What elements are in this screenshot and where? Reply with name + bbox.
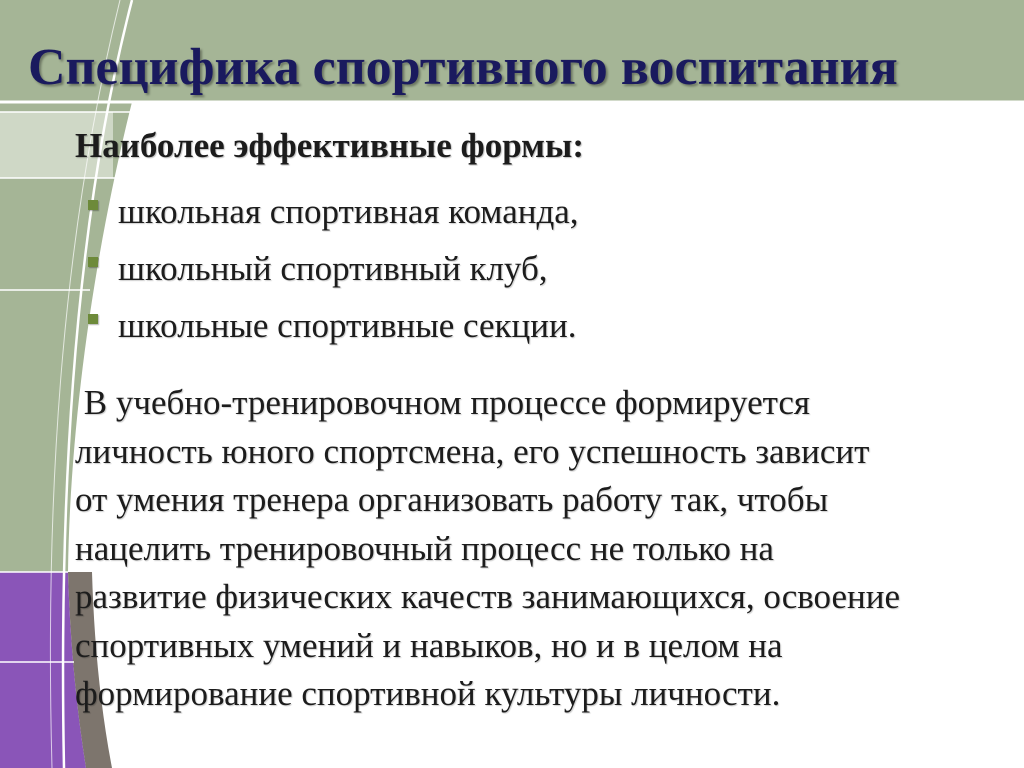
bullet-text: школьная спортивная команда, <box>118 191 579 231</box>
bullet-list <box>88 183 579 354</box>
body-paragraph <box>75 379 1020 719</box>
paragraph-line: нацелить тренировочный процесс не только на <box>75 528 774 568</box>
bullet-text: школьный спортивный клуб, <box>118 248 548 288</box>
paragraph-line: развитие физических качеств занимающихся, освоение <box>75 577 901 616</box>
square-bullet-icon <box>88 257 98 267</box>
bullet-item <box>88 297 579 354</box>
bullet-item <box>88 183 579 240</box>
square-bullet-icon <box>88 200 98 210</box>
paragraph-line: В учебно-тренировочном процессе формируется <box>75 383 810 422</box>
paragraph-line: личность юного спортсмена, его успешность зависит <box>75 431 870 471</box>
slide-subtitle: Наиболее эффективные формы: <box>75 126 584 165</box>
bullet-item <box>88 240 579 297</box>
paragraph-line: от умения тренера организовать работу так, чтобы <box>75 480 829 519</box>
paragraph-line: формирование спортивной культуры личности. <box>75 674 781 713</box>
bullet-text: школьные спортивные секции. <box>118 305 577 345</box>
square-bullet-icon <box>88 314 98 324</box>
slide-title: Специфика спортивного воспитания <box>28 39 898 96</box>
paragraph-line: спортивных умений и навыков, но и в целом на <box>75 625 783 665</box>
